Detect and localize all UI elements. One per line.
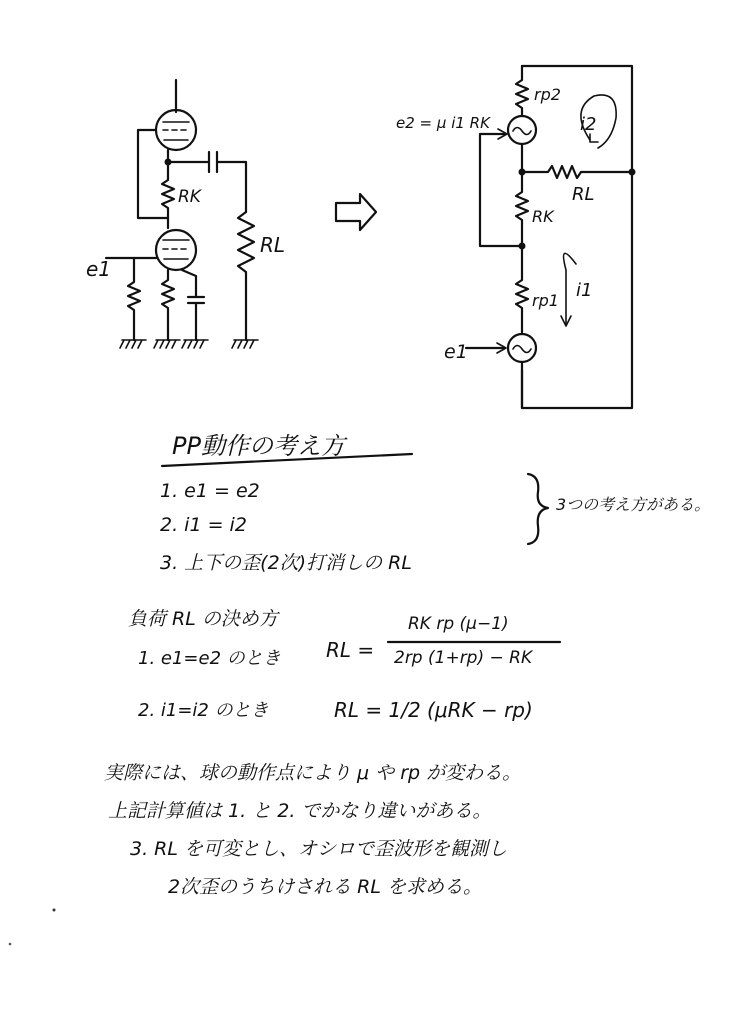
left-rk-label: RK	[178, 187, 201, 207]
upper-tube-icon	[156, 110, 196, 150]
list-item-3: 3. 上下の歪(2次)打消しの RL	[160, 552, 412, 574]
list-item-2: 2. i1 = i2	[160, 514, 247, 536]
case1-formula-lhs: RL =	[326, 638, 375, 662]
paragraph-line-3: 3. RL を可変とし、オシロで歪波形を観測し	[130, 838, 507, 860]
heading-pp-operation: PP動作の考え方	[172, 432, 345, 460]
case2-formula: RL = 1/2 (μRK − rp)	[334, 698, 533, 722]
paragraph-line-4: 2次歪のうちけされる RL を求める。	[168, 876, 482, 898]
i1-current-arrow-icon	[561, 253, 576, 326]
right-circuit	[396, 66, 636, 408]
left-circuit	[86, 80, 285, 348]
case2-condition: 2. i1=i2 のとき	[138, 700, 269, 721]
left-rl-label: RL	[260, 233, 286, 257]
case1-denominator: 2rp (1+rp) − RK	[394, 648, 533, 668]
curly-brace	[528, 474, 548, 544]
load-heading: 負荷 RL の決め方	[128, 608, 278, 630]
paragraph-line-2: 上記計算値は 1. と 2. でかなり違いがある。	[108, 800, 492, 822]
right-e1-label: e1	[444, 341, 468, 363]
lower-tube-icon	[156, 230, 196, 270]
speck-mark	[53, 909, 56, 912]
rp1-label: rp1	[532, 291, 559, 310]
transform-arrow-icon	[336, 194, 376, 230]
e2-equation-label: e2 = μ i1 RK	[396, 114, 490, 132]
i2-label: i2	[580, 114, 597, 135]
upper-generator-icon	[508, 116, 536, 144]
lower-generator-icon	[508, 334, 536, 362]
list-item-1: 1. e1 = e2	[160, 480, 260, 502]
case1-condition: 1. e1=e2 のとき	[138, 648, 281, 669]
right-rl-label: RL	[572, 184, 595, 205]
rp2-label: rp2	[534, 85, 561, 104]
left-e1-label: e1	[86, 257, 112, 281]
brace-note: 3つの考え方がある。	[556, 495, 711, 514]
paragraph-line-1: 実際には、球の動作点により μ や rp が変わる。	[104, 762, 522, 784]
speck-mark	[9, 943, 12, 946]
case1-numerator: RK rp (μ−1)	[408, 614, 509, 634]
ground-icons	[120, 336, 258, 348]
i1-label: i1	[576, 280, 593, 301]
right-rk-label: RK	[532, 207, 554, 226]
